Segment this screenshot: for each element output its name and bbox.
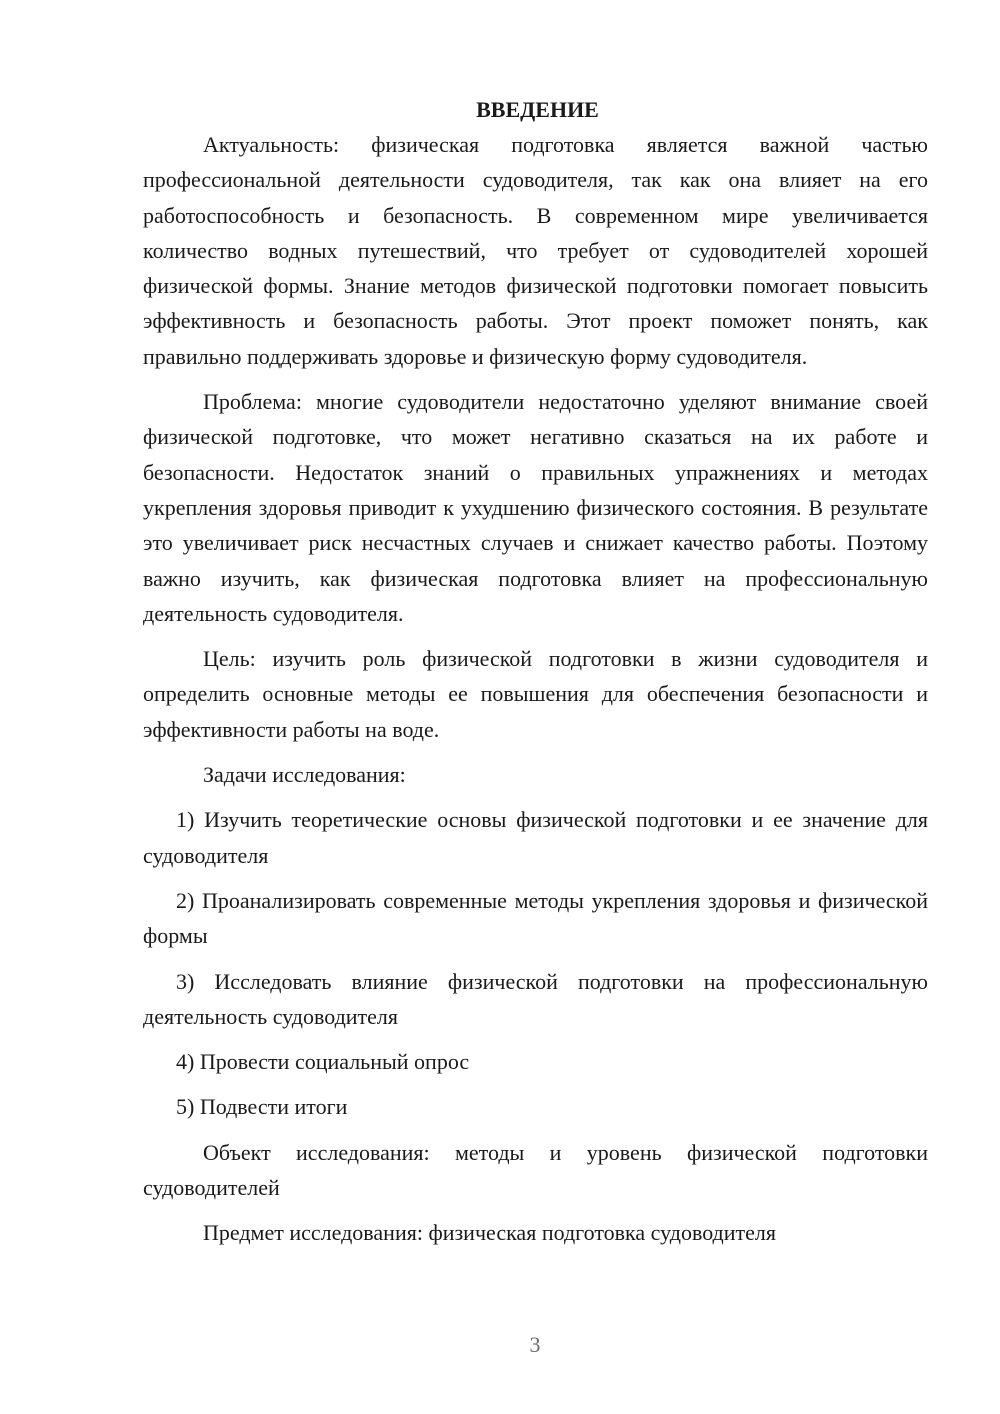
document-page (143, 93, 928, 1251)
section-heading: ВВЕДЕНИЕ (476, 97, 599, 122)
task-item: 2) Проанализировать современные методы укрепления здоровья и физической формы (143, 887, 928, 949)
problem-paragraph: Проблема: многие судоводители недостаточно уделяют внимание своей физической подготовке, что может негативно сказаться на их работе и безопасности. Недостаток знаний о правильных упражнениях и методах укрепления здоровья приводит к ухудшению физического состояния. В результате это увеличивает риск несчастных случаев и снижает качество работы. Поэтому важно изучить, как физическая подготовка влияет на профессиональную деятельность судоводителя. (143, 389, 928, 626)
task-item: 5) Подвести итоги (176, 1094, 348, 1120)
goal-paragraph: Цель: изучить роль физической подготовки в жизни судоводителя и определить основные методы ее повышения для обеспечения безопасности и эффективности работы на воде. (143, 646, 928, 742)
object-paragraph: Объект исследования: методы и уровень физической подготовки судоводителей (143, 1139, 928, 1201)
task-item: 4) Провести социальный опрос (176, 1049, 470, 1075)
task-item: 1) Изучить теоретические основы физической подготовки и ее значение для судоводителя (143, 807, 928, 868)
tasks-heading: Задачи исследования: (203, 762, 406, 788)
relevance-paragraph: Актуальность: физическая подготовка является важной частью профессиональной деятельности судоводителя, так как она влияет на его работоспособность и безопасность. В современном мире увеличивается количество водных путешествий, что требует от судоводителей хорошей физической формы. Знание методов физической подготовки помогает повысить эффективность и безопасность работы. Этот проект поможет понять, как правильно поддерживать здоровье и физическую форму судоводителя. (143, 132, 928, 369)
task-item: 3) Исследовать влияние физической подготовки на профессиональную деятельность судоводителя (143, 968, 928, 1029)
subject-paragraph: Предмет исследования: физическая подготовка судоводителя (203, 1220, 776, 1246)
page-number: 3 (529, 1332, 541, 1357)
